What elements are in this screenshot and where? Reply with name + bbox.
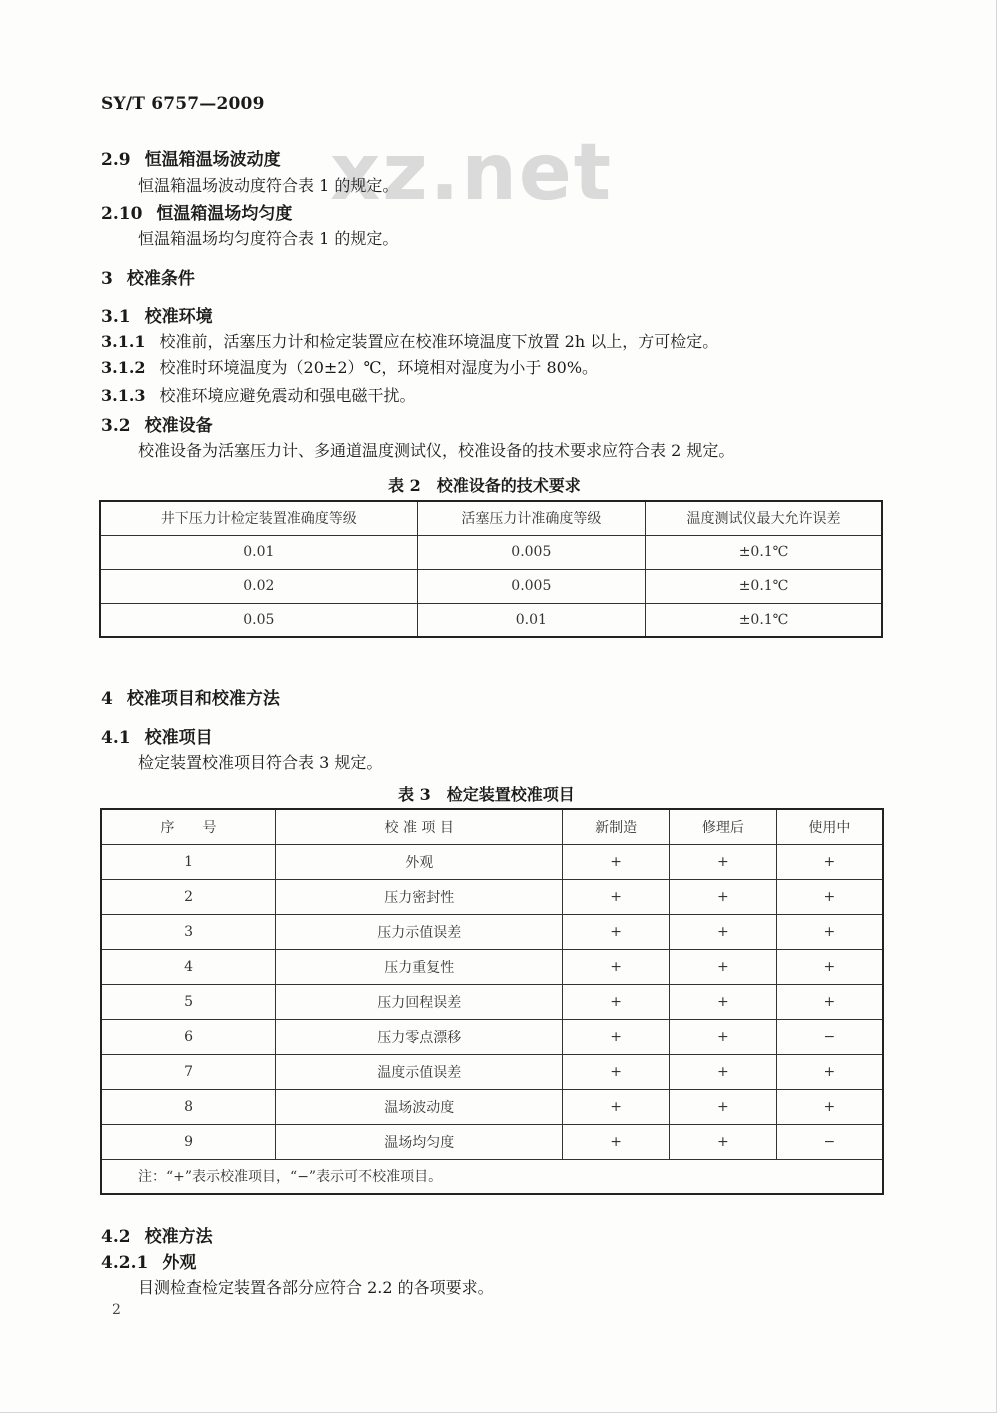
section-number: 4.1 [101,728,131,748]
section-3-1-heading [101,302,213,327]
table-cell: 8 [101,1089,276,1124]
section-number: 4 [101,689,113,709]
section-title: 校准设备 [144,416,213,436]
section-3-2-heading [101,411,213,436]
table-cell: 0.02 [100,569,417,603]
section-2-9-heading [101,145,281,170]
table-cell: + [670,914,777,949]
section-title: 恒温箱温场均匀度 [156,204,293,224]
table-cell: + [776,879,883,914]
table-cell: + [563,879,670,914]
table-cell: + [670,844,777,879]
column-header: 序 号 [101,809,276,844]
section-3-2-text: 校准设备为活塞压力计、多通道温度测试仪，校准设备的技术要求应符合表 2 规定。 [138,441,735,460]
clause-3-1-3 [101,383,416,406]
table-header-row [101,809,883,844]
table-cell: 0.005 [417,535,645,569]
table-cell: + [563,1124,670,1159]
table-cell: 温场波动度 [276,1089,563,1124]
table2-caption [388,473,581,496]
table-cell: 5 [101,984,276,1019]
table-row [101,984,883,1019]
clause-3-1-2 [101,355,598,378]
table-row [101,1124,883,1159]
table-row [101,949,883,984]
table-cell: 9 [101,1124,276,1159]
table-cell: 0.005 [417,569,645,603]
table-cell: + [563,1019,670,1054]
section-number: 3 [101,269,113,289]
section-4-heading [101,684,280,709]
table-cell: + [776,914,883,949]
section-number: 3.2 [101,416,131,436]
table-note: 注：“+”表示校准项目，“−”表示可不校准项目。 [101,1159,883,1194]
clause-number: 3.1.3 [101,386,146,405]
table-row [100,603,882,637]
table-number: 表 2 [388,476,421,495]
table-cell: 外观 [276,844,563,879]
table-cell: 压力示值误差 [276,914,563,949]
watermark: xz.net [330,128,614,218]
table-cell: 3 [101,914,276,949]
column-header: 新制造 [563,809,670,844]
table-title: 校准设备的技术要求 [436,476,581,495]
section-number: 4.2.1 [101,1253,149,1273]
section-title: 外观 [162,1253,197,1273]
clause-3-1-1 [101,329,718,352]
table-cell: + [776,949,883,984]
table-cell: + [563,949,670,984]
table-cell: + [670,1124,777,1159]
table-cell: ±0.1℃ [646,603,882,637]
section-2-10-text: 恒温箱温场均匀度符合表 1 的规定。 [138,229,399,248]
table-cell: + [670,1089,777,1124]
table-cell: + [563,984,670,1019]
table-cell: 压力密封性 [276,879,563,914]
section-title: 校准方法 [144,1227,213,1247]
section-2-9-text: 恒温箱温场波动度符合表 1 的规定。 [138,176,399,195]
section-title: 校准条件 [126,269,195,289]
table-cell: + [776,1054,883,1089]
table-row [101,1054,883,1089]
table-cell: 0.01 [100,535,417,569]
table-note-row [101,1159,883,1194]
clause-text: 校准时环境温度为（20±2）℃，环境相对湿度为小于 80%。 [159,358,599,377]
section-3-heading [101,264,195,289]
column-header: 活塞压力计准确度等级 [417,501,645,535]
table-cell: 7 [101,1054,276,1089]
section-2-10-heading [101,199,292,224]
table-cell: 2 [101,879,276,914]
table-cell: + [563,1054,670,1089]
section-number: 2.9 [101,150,131,170]
table-cell: 压力回程误差 [276,984,563,1019]
table-cell: + [670,1054,777,1089]
table-cell: − [776,1124,883,1159]
table-cell: 0.05 [100,603,417,637]
table-cell: + [776,984,883,1019]
section-4-2-1-heading [101,1248,196,1273]
table-cell: + [776,844,883,879]
clause-text: 校准前，活塞压力计和检定装置应在校准环境温度下放置 2h 以上，方可检定。 [159,332,719,351]
table-cell: + [776,1089,883,1124]
table-3 [100,808,884,1195]
table-cell: + [670,949,777,984]
clause-number: 3.1.1 [101,332,146,351]
table-row [101,1019,883,1054]
table-row [100,569,882,603]
clause-text: 校准环境应避免震动和强电磁干扰。 [159,386,416,405]
table-row [101,1089,883,1124]
table-header-row [100,501,882,535]
table-cell: + [563,844,670,879]
table-cell: ±0.1℃ [646,535,882,569]
section-4-2-1-text: 目测检查检定装置各部分应符合 2.2 的各项要求。 [138,1278,494,1297]
page-number: 2 [112,1302,121,1318]
section-title: 校准项目和校准方法 [126,689,280,709]
table-cell: + [670,879,777,914]
table-2 [99,500,883,638]
section-title: 恒温箱温场波动度 [144,150,281,170]
table-number: 表 3 [398,785,431,804]
table-cell: + [563,914,670,949]
table-cell: 0.01 [417,603,645,637]
table-cell: − [776,1019,883,1054]
table-cell: 4 [101,949,276,984]
table-cell: + [670,984,777,1019]
column-header: 校 准 项 目 [276,809,563,844]
section-number: 4.2 [101,1227,131,1247]
standard-number: SY/T 6757—2009 [101,94,265,114]
table3-caption [398,782,575,805]
table-cell: 温场均匀度 [276,1124,563,1159]
section-title: 校准项目 [144,728,213,748]
section-4-1-heading [101,723,213,748]
column-header: 温度测试仪最大允许误差 [646,501,882,535]
section-4-2-heading [101,1222,213,1247]
section-number: 3.1 [101,307,131,327]
table-row [101,879,883,914]
table-cell: 压力重复性 [276,949,563,984]
table-cell: ±0.1℃ [646,569,882,603]
section-4-1-text: 检定装置校准项目符合表 3 规定。 [138,753,383,772]
table-cell: 温度示值误差 [276,1054,563,1089]
column-header: 使用中 [776,809,883,844]
table-row [101,914,883,949]
clause-number: 3.1.2 [101,358,146,377]
section-title: 校准环境 [144,307,213,327]
table-cell: + [563,1089,670,1124]
table-row [101,844,883,879]
column-header: 井下压力计检定装置准确度等级 [100,501,417,535]
table-cell: 6 [101,1019,276,1054]
table-title: 检定装置校准项目 [446,785,575,804]
column-header: 修理后 [670,809,777,844]
table-cell: 1 [101,844,276,879]
section-number: 2.10 [101,204,143,224]
table-row [100,535,882,569]
table-cell: + [670,1019,777,1054]
table-cell: 压力零点漂移 [276,1019,563,1054]
